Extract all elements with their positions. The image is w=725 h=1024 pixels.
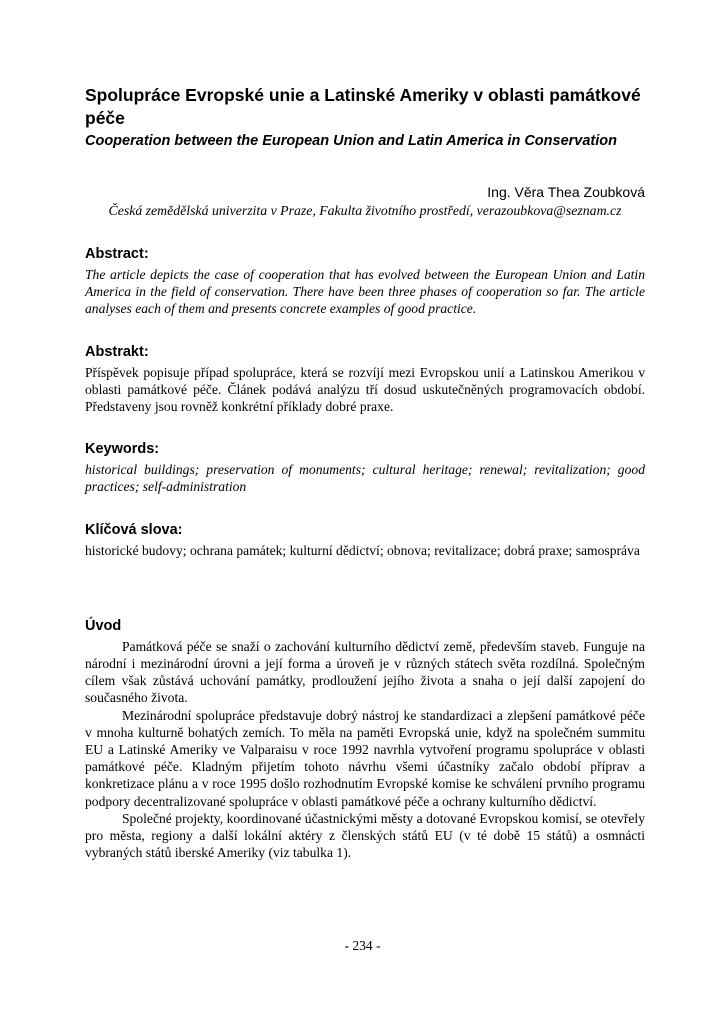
abstract-en-heading: Abstract: xyxy=(85,246,149,262)
introduction-paragraph: Památková péče se snaží o zachování kulturního dědictví země, především staveb. Funguje na národní i mezinárodní úrovni a její forma a úroveň je v různých státech světa rozdílná. Společným cílem však zůstává uchování památky, prodloužení jejího života a snaha o její další zapojení do současného života. xyxy=(85,638,645,706)
keywords-cs-text: historické budovy; ochrana památek; kulturní dědictví; obnova; revitalizace; dobrá praxe; samospráva xyxy=(85,542,640,558)
author-name: Ing. Věra Thea Zoubková xyxy=(487,184,645,200)
introduction-paragraph: Společné projekty, koordinované účastnickými městy a dotované Evropskou komisí, se otevřely pro města, regiony a další lokální aktéry z členských států EU (v té době 15 států) a osmnácti vybraných států iberské Ameriky (viz tabulka 1). xyxy=(85,810,645,861)
paper-title-english: Cooperation between the European Union and Latin America in Conservation xyxy=(85,133,617,149)
author-affiliation: Česká zemědělská univerzita v Praze, Fakulta životního prostředí, verazoubkova@seznam.cz xyxy=(108,203,622,218)
keywords-en-heading: Keywords: xyxy=(85,441,160,458)
keywords-cs-heading: Klíčová slova: xyxy=(85,521,183,538)
page-number: - 234 - xyxy=(344,938,381,953)
abstract-en-text: The article depicts the case of cooperation that has evolved between the European Union and Latin America in the field of conservation. There have been three phases of cooperation so far. The article analyses each of them and presents concrete examples of good practice. xyxy=(85,267,645,317)
paper-title-czech: Spolupráce Evropské unie a Latinské Ameriky v oblasti památkové péče xyxy=(85,85,641,128)
introduction-paragraph: Mezinárodní spolupráce představuje dobrý nástroj ke standardizaci a zlepšení památkové péče v mnoha kulturně bohatých zemích. To měla na paměti Evropská unie, když na společném summitu EU a Latinské Ameriky ve Valparaisu v roce 1992 navrhla vytvoření programu spolupráce v oblasti památkové péče. Kladným přijetím tohoto návrhu všemi účastníky začalo období příprav a konkretizace plánu a v roce 1995 došlo rozhodnutím Evropské komise ke schválení prvního programu podpory decentralizované spolupráce v oblasti památkové péče a ochrany kulturního dědictví. xyxy=(85,707,645,809)
abstract-cs-heading: Abstrakt: xyxy=(85,343,149,360)
introduction-heading: Úvod xyxy=(85,617,122,634)
keywords-en-text: historical buildings; preservation of monuments; cultural heritage; renewal; revitalization; good practices; self-administration xyxy=(85,462,645,495)
page-content xyxy=(85,84,645,861)
abstract-cs-text: Příspěvek popisuje případ spolupráce, která se rozvíjí mezi Evropskou unií a Latinskou Amerikou v oblasti památkové péče. Článek podává analýzu tří dosud uskutečněných programovacích období. Představeny jsou rovněž konkrétní příklady dobré praxe. xyxy=(85,364,645,415)
